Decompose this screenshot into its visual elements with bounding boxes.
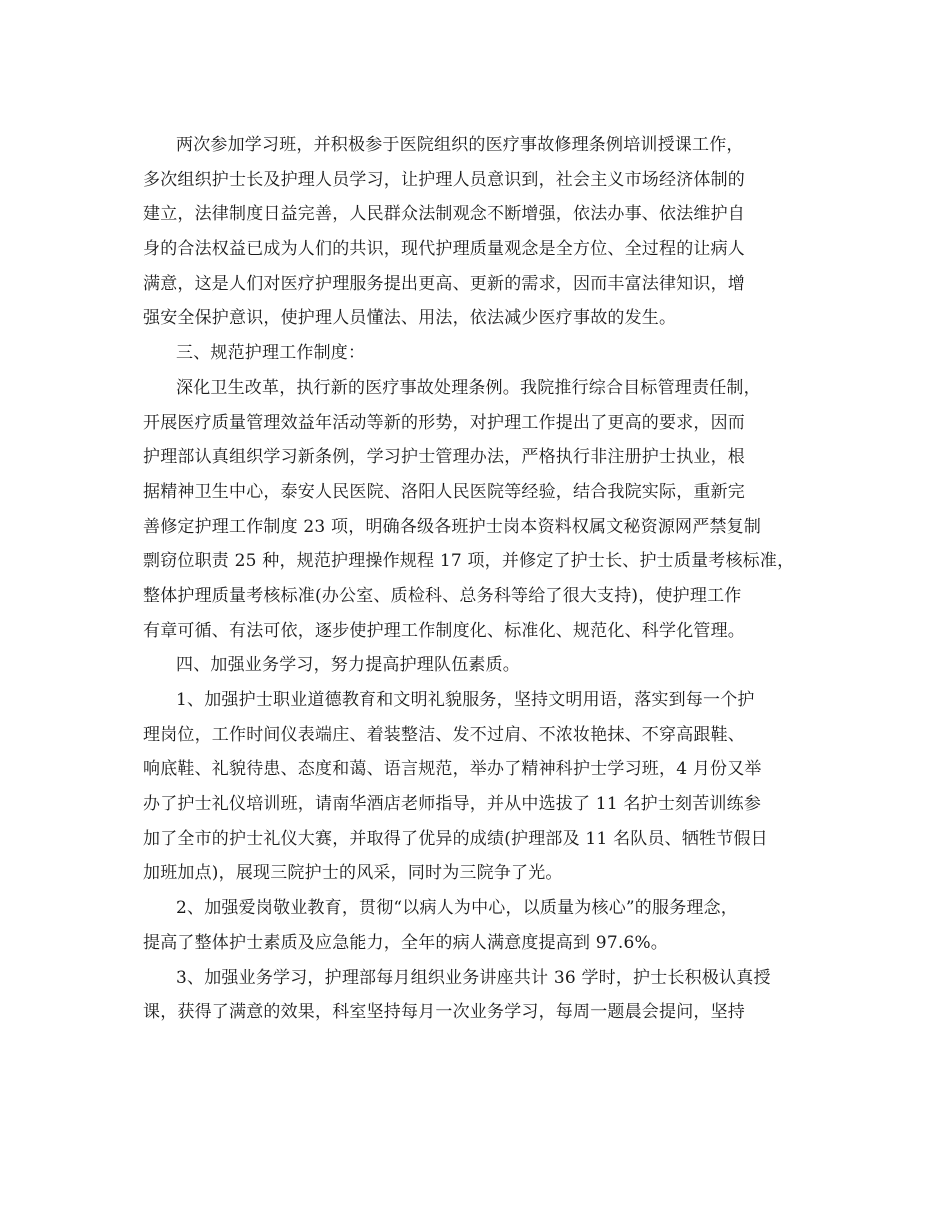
text-line: 有章可循、有法可依，逐步使护理工作制度化、标准化、规范化、科学化管理。 xyxy=(143,620,745,641)
text-line: 加了全市的护士礼仪大赛，并取得了优异的成绩(护理部及 11 名队员、牺牲节假日 xyxy=(143,828,768,849)
text-line: 课，获得了满意的效果，科室坚持每月一次业务学习，每周一题晨会提问，坚持 xyxy=(143,1002,745,1023)
text-line: 强安全保护意识，使护理人员懂法、用法，依法减少医疗事故的发生。 xyxy=(143,308,677,329)
text-line: 护理部认真组织学习新条例，学习护士管理办法，严格执行非注册护士执业，根 xyxy=(143,447,745,468)
text-line: 开展医疗质量管理效益年活动等新的形势，对护理工作提出了更高的要求，因而 xyxy=(143,412,745,433)
text-line: 多次组织护士长及护理人员学习，让护理人员意识到，社会主义市场经济体制的 xyxy=(143,169,745,190)
text-line: 剽窃位职责 25 种，规范护理操作规程 17 项，并修定了护士长、护士质量考核标准， xyxy=(143,551,795,572)
text-line: 办了护士礼仪培训班，请南华酒店老师指导，并从中选拔了 11 名护士刻苦训练参 xyxy=(143,794,762,815)
text-line: 满意，这是人们对医疗护理服务提出更高、更新的需求，因而丰富法律知识，增 xyxy=(143,273,745,294)
text-line: 提高了整体护士素质及应急能力，全年的病人满意度提高到 97.6%。 xyxy=(143,932,669,953)
text-line: 加班加点)，展现三院护士的风采，同时为三院争了光。 xyxy=(143,863,563,884)
text-line: 响底鞋、礼貌待患、态度和蔼、语言规范，举办了精神科护士学习班，4 月份又举 xyxy=(143,759,762,780)
text-line: 身的合法权益已成为人们的共识，现代护理质量观念是全方位、全过程的让病人 xyxy=(143,239,745,260)
text-line: 1、加强护士职业道德教育和文明礼貌服务，坚持文明用语，落实到每一个护 xyxy=(176,690,755,710)
text-line: 三、规范护理工作制度： xyxy=(176,343,366,364)
text-line: 善修定护理工作制度 23 项，明确各级各班护士岗本资料权属文秘资源网严禁复制 xyxy=(143,516,762,537)
text-line: 理岗位，工作时间仪表端庄、着装整洁、发不过肩、不浓妆艳抹、不穿高跟鞋、 xyxy=(143,724,745,745)
document-body xyxy=(143,128,833,1030)
text-line: 整体护理质量考核标准(办公室、质检科、总务科等给了很大支持)，使护理工作 xyxy=(143,585,742,606)
text-line: 3、加强业务学习，护理部每月组织业务讲座共计 36 学时，护士长积极认真授 xyxy=(176,967,771,988)
text-line: 四、加强业务学习，努力提高护理队伍素质。 xyxy=(176,655,520,676)
text-line: 2、加强爱岗敬业教育，贯彻“以病人为中心，以质量为核心”的服务理念， xyxy=(176,898,738,919)
text-line: 深化卫生改革，执行新的医疗事故处理条例。我院推行综合目标管理责任制， xyxy=(176,377,761,398)
text-line: 建立，法律制度日益完善，人民群众法制观念不断增强，依法办事、依法维护自 xyxy=(143,204,745,225)
text-line: 两次参加学习班，并积极参于医院组织的医疗事故修理条例培训授课工作， xyxy=(176,135,744,155)
text-line: 据精神卫生中心，泰安人民医院、洛阳人民医院等经验，结合我院实际，重新完 xyxy=(143,481,745,502)
